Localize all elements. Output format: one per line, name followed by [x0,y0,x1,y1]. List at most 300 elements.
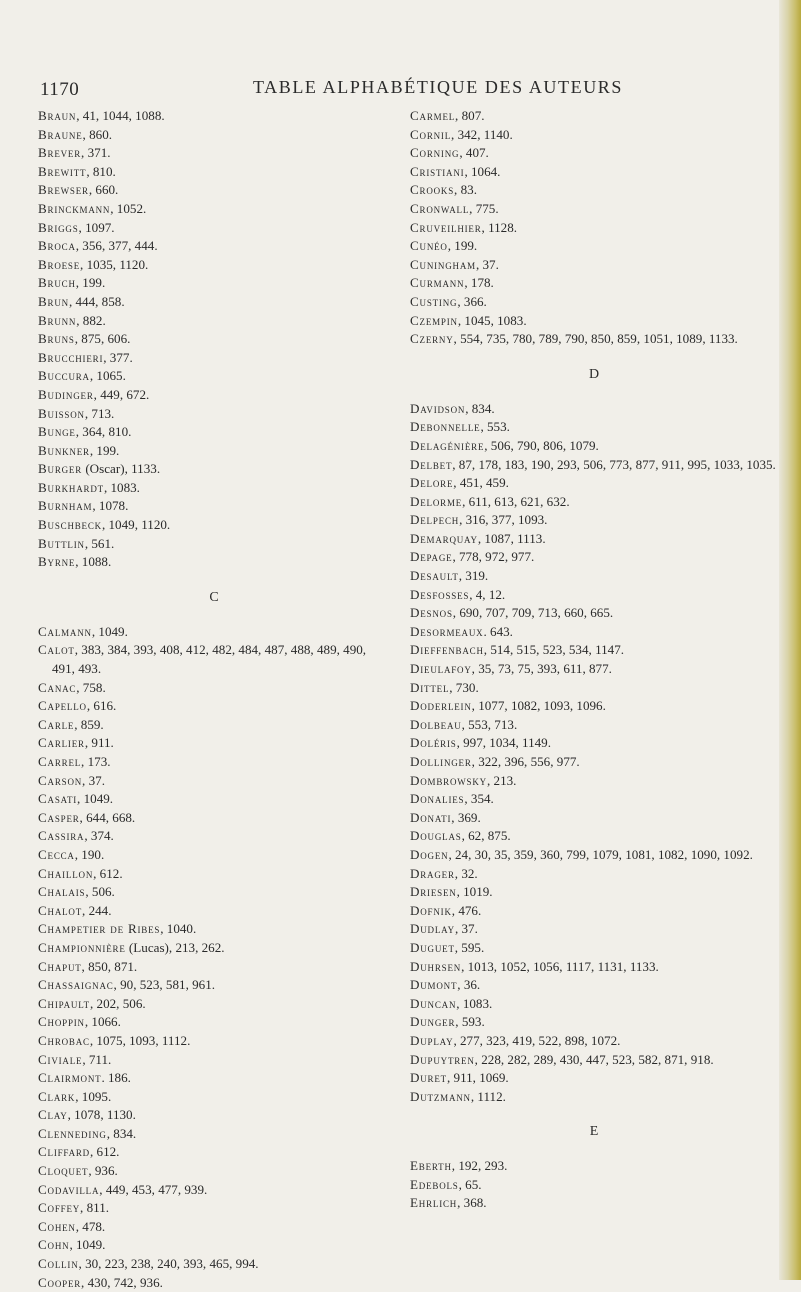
index-entry [38,1162,390,1181]
page-references: , 758. [76,679,106,695]
index-entry [410,474,778,493]
index-entry [38,1199,390,1218]
index-entry [38,623,390,642]
page-references: , 316, 377, 1093. [459,512,548,528]
index-entry [410,548,778,567]
index-entry [38,790,390,809]
page-references: , 1128. [481,219,518,235]
index-entry [38,237,390,256]
index-entry [410,865,778,884]
index-entry [410,511,778,530]
index-entry [38,1125,390,1144]
author-name: Delore [410,475,454,491]
index-entry [38,516,390,535]
page-references: , 612. [89,1144,120,1160]
index-entry [38,107,390,126]
index-entry [410,920,778,939]
page-references: , 1049. [91,623,128,639]
page-references: , 407. [459,145,489,161]
author-name: Drager [410,865,455,881]
index-entry [38,274,390,293]
page-references: , 244. [82,902,112,918]
author-name: Burnham [38,498,93,514]
author-name: Dieulafoy [410,661,472,677]
page-references: , 1088. [75,554,112,570]
author-name: Buttlin [38,535,85,551]
author-name: Ehrlich [410,1195,458,1211]
page-references: , 1083. [103,479,140,495]
index-entry [410,958,778,977]
index-entry [38,1181,390,1200]
author-name: Dupuytren [410,1051,475,1067]
author-name: Burger [38,461,83,477]
author-name: Cruveilhier [410,219,482,235]
author-name: Czempin [410,312,458,328]
index-entry [410,200,778,219]
author-name: Coffey [38,1200,81,1216]
author-name: Chipault [38,995,90,1011]
author-name: Dunger [410,1014,456,1030]
page-references: , 1097. [78,219,115,235]
index-entry [410,219,778,238]
author-name: Delpech [410,512,460,528]
author-name: Edebols [410,1176,459,1192]
index-entry [410,181,778,200]
index-entry [38,553,390,572]
page-references: , 616. [86,698,117,714]
author-name: Duplay [410,1032,454,1048]
author-name: Capello [38,698,87,714]
index-entry [38,479,390,498]
author-name: Dollinger [410,754,472,769]
page-references: , 1065. [89,368,126,384]
author-name: Brewitt [38,163,87,179]
index-entry [38,367,390,386]
page-references: , 356, 377, 444. [75,238,158,254]
author-name: Desfosses [410,586,470,602]
page-references: , 859. [74,716,104,732]
author-name: Chassaignac [38,977,114,993]
page-references: , 911. [84,735,114,751]
author-name: Dumont [410,977,458,993]
author-name: Doléris [410,735,457,751]
index-entry [410,846,778,865]
running-title: TABLE ALPHABÉTIQUE DES AUTEURS [252,77,624,97]
author-name: Carle [38,716,75,732]
index-entry [410,400,778,419]
page-references: , 506, 790, 806, 1079. [484,437,599,453]
page-references: , 611, 613, 621, 632. [462,493,570,509]
index-entry [38,902,390,921]
author-name: Briggs [38,219,79,235]
author-name: Calmann [38,623,92,639]
index-entry [38,772,390,791]
page-references: , 24, 30, 35, 359, 360, 799, 1079, 1081, 1082, 1090, 1092. [448,846,753,862]
index-entry [410,586,778,605]
page-header [38,77,768,101]
author-name: Brinckmann [38,200,111,216]
author-name: Carrel [38,754,82,769]
author-name: Curmann [410,275,465,291]
index-entry [38,181,390,200]
page-references: , 514, 515, 523, 534, 1147. [483,642,625,658]
author-name: Cohen [38,1218,76,1234]
index-entry [38,1106,390,1125]
index-entry [410,144,778,163]
index-entry [410,293,778,312]
page-references: , 810. [86,163,116,179]
author-name: Clay [38,1107,68,1123]
page-references: , 199. [447,238,478,254]
author-name: Cornil [410,126,452,142]
index-entry [410,734,778,753]
author-name: Desault [410,568,459,584]
index-entry [38,1013,390,1032]
index-entry [410,679,778,698]
page-references: , 834. [465,400,495,416]
page-references: , 190. [74,846,105,862]
page-references: . 186. [101,1070,131,1086]
section-letter: E [589,1124,599,1140]
author-name: Clenneding [38,1125,107,1141]
author-name: Clark [38,1088,76,1104]
author-name: Dittel [410,679,450,695]
index-entry [410,697,778,716]
page-references: , 553, 713. [461,716,518,732]
author-name: Carlier [38,735,85,751]
index-entry [410,790,778,809]
page-references: , 369. [451,809,481,825]
index-entry [38,1274,390,1292]
index-entry [38,1032,390,1051]
author-name: Duret [410,1070,447,1086]
page-references: , 35, 73, 75, 393, 611, 877. [471,661,612,677]
author-name: Driesen [410,884,457,900]
index-entry [38,920,390,939]
page-references: , 660. [88,182,119,198]
author-name: Cloquet [38,1163,89,1179]
page-references: , 1045, 1083. [457,312,527,328]
index-entry [38,1143,390,1162]
index-entry [38,939,390,958]
page-references: , 807. [455,108,485,123]
author-name: Dombrowsky [410,772,487,788]
author-name: Chrobac [38,1032,90,1048]
index-entry [38,349,390,368]
page-references: , 478. [75,1218,106,1234]
author-name: Davidson [410,400,466,416]
index-entry [38,1051,390,1070]
page-references: , 366. [457,293,487,309]
page-references: , 561. [84,535,115,551]
index-entry [38,976,390,995]
page-references: (Oscar), 1133. [82,461,161,477]
page-references: , 277, 323, 419, 522, 898, 1072. [453,1032,621,1048]
author-name: Delbet [410,456,453,472]
page-references: , 730. [449,679,479,695]
index-entry [410,753,778,772]
author-name: Bunge [38,424,76,440]
index-entry [38,846,390,865]
author-name: Budinger [38,386,94,402]
page-references: , 1049. [77,791,114,807]
author-name: Braun [38,108,77,123]
page-references: , 834. [106,1125,137,1141]
section-letter: C [209,589,219,605]
author-name: Corning [410,145,460,161]
index-entry [410,660,778,679]
page-references: , 371. [81,145,111,161]
index-entry [38,1069,390,1088]
index-entry [410,126,778,145]
page-references: , 65. [458,1176,482,1192]
page-references: , 644, 668. [79,809,136,825]
index-entry [410,163,778,182]
page-references: , 593. [455,1014,485,1030]
index-entry [410,1088,778,1107]
author-name: Civiale [38,1051,83,1067]
author-name: Cronwall [410,200,470,216]
author-name: Desnos [410,605,453,621]
index-entry [38,1088,390,1107]
page-references: , 319. [458,568,489,584]
page-references: , 451, 459. [453,475,509,491]
index-entry [38,423,390,442]
index-entry [38,865,390,884]
page-references: , 4, 12. [469,586,506,602]
author-name: Desormeaux [410,623,484,639]
page-references: , 30, 223, 238, 240, 393, 465, 994. [78,1256,259,1272]
index-entry [410,623,778,642]
page-references: , 199. [89,442,120,458]
page-references: , 1078. [92,498,129,514]
index-entry [410,567,778,586]
page-references: , 1035, 1120. [80,256,149,272]
index-entry [410,237,778,256]
page-references: , 62, 875. [461,828,511,844]
page-references: , 228, 282, 289, 430, 447, 523, 582, 871, 918. [474,1051,714,1067]
author-name: Chalot [38,902,83,918]
page-references: , 322, 396, 556, 977. [471,754,580,769]
index-entry [38,535,390,554]
author-name: Bruns [38,331,75,347]
author-name: Bunkner [38,442,90,458]
author-name: Brewser [38,182,89,198]
author-name: Douglas [410,828,462,844]
index-entry [38,883,390,902]
page-references: , 860. [82,126,113,142]
page-references: , 1013, 1052, 1056, 1117, 1131, 1133. [461,958,659,974]
page-references: , 37. [454,921,478,937]
page-references: , 377. [103,349,133,365]
page-references: , 1077, 1082, 1093, 1096. [471,698,606,714]
index-entry [410,995,778,1014]
index-entry [410,456,778,475]
author-name: Brun [38,293,69,309]
author-name: Brucchieri [38,349,104,365]
page-edge [779,0,801,1280]
page-references: , 83. [454,182,477,198]
author-name: Cuningham [410,256,476,272]
page-references: , 342, 1140. [451,126,513,142]
index-entry [410,716,778,735]
page-references: , 1083. [456,995,493,1011]
author-name: Clairmont [38,1070,102,1086]
page-references: , 997, 1034, 1149. [456,735,552,751]
index-entry [38,1236,390,1255]
index-entry [410,809,778,828]
page-references: , 554, 735, 780, 789, 790, 850, 859, 1051, 1089, 1133. [453,331,738,347]
page-references: , 1066. [84,1014,121,1030]
page-references: . 643. [483,623,513,639]
page-references: , 41, 1044, 1088. [76,108,165,123]
author-name: Codavilla [38,1181,100,1197]
author-name: Delagénière [410,437,485,453]
author-name: Cliffard [38,1144,90,1160]
page-references: , 875, 606. [74,331,131,347]
author-name: Brunn [38,312,77,328]
page-references: , 713. [84,405,115,421]
index-entry [410,493,778,512]
page-references: , 199. [75,275,106,291]
index-entry [410,1032,778,1051]
page-references: (Lucas), 213, 262. [125,939,225,955]
author-name: Canac [38,679,77,695]
index-entry [38,497,390,516]
index-entry [410,939,778,958]
author-name: Eberth [410,1158,452,1174]
author-name: Dofnik [410,902,452,918]
index-entry [38,753,390,772]
author-name: Carson [38,772,83,788]
author-name: Dolbeau [410,716,462,732]
index-entry [38,293,390,312]
page-references: , 850, 871. [81,958,138,974]
index-entry [410,437,778,456]
index-column-right [410,107,778,1213]
index-entry [38,460,390,479]
page-references: , 449, 453, 477, 939. [99,1181,208,1197]
page-references: , 213. [486,772,517,788]
index-entry [38,312,390,331]
page-references: , 1075, 1093, 1112. [89,1032,191,1048]
author-name: Crooks [410,182,455,198]
index-entry [410,641,778,660]
index-entry [38,1255,390,1274]
page-references: , 1087, 1113. [477,530,546,546]
index-entry [410,312,778,331]
index-entry [38,442,390,461]
index-entry [410,1176,778,1195]
section-letter: D [588,366,600,382]
index-entry [38,716,390,735]
page-references: , 374. [84,828,114,844]
page-references: , 1064. [464,163,501,179]
author-name: Depage [410,549,453,565]
author-name: Dogen [410,846,449,862]
author-name: Duhrsen [410,958,462,974]
index-entry [410,976,778,995]
index-entry [410,1157,778,1176]
page-references: , 383, 384, 393, 408, 412, 482, 484, 487, 488, 489, 490, 491, 493. [52,642,367,677]
index-entry [38,200,390,219]
index-entry [38,734,390,753]
page-references: , 936. [88,1163,118,1179]
page-references: , 36. [457,977,481,993]
index-entry [410,418,778,437]
author-name: Champetier de Ribes [38,921,161,937]
index-entry [410,107,778,126]
page-references: , 775. [469,200,499,216]
page-references: , 444, 858. [68,293,125,309]
author-name: Cecca [38,846,75,862]
index-entry [38,679,390,698]
author-name: Casper [38,809,80,825]
author-name: Donalies [410,791,465,807]
index-entry [410,604,778,623]
index-entry [410,827,778,846]
index-entry [38,330,390,349]
page-references: , 32. [454,865,478,881]
index-entry [38,405,390,424]
index-entry [410,274,778,293]
author-name: Chaillon [38,865,94,881]
index-entry [410,883,778,902]
author-name: Custing [410,293,458,309]
page-references: , 612. [93,865,123,881]
index-entry [38,386,390,405]
author-name: Chaput [38,958,82,974]
author-name: Cunéo [410,238,448,254]
page-references: , 37. [82,772,105,788]
page-references: , 811. [80,1200,110,1216]
author-name: Donati [410,809,452,825]
author-name: Brever [38,145,82,161]
author-name: Chalais [38,884,86,900]
author-name: Cristiani [410,163,465,179]
author-name: Dutzmann [410,1088,471,1104]
page-references: , 778, 972, 977. [452,549,535,565]
author-name: Byrne [38,554,76,570]
author-name: Buccura [38,368,90,384]
page-references: , 90, 523, 581, 961. [113,977,216,993]
page-references: , 595. [454,939,485,955]
index-entry [410,256,778,275]
page-references: , 173. [81,754,111,769]
index-entry [410,772,778,791]
index-entry [38,641,390,678]
index-entry [410,1069,778,1088]
author-name: Duncan [410,995,457,1011]
page-references: , 553. [480,419,510,435]
page-references: , 37. [475,256,499,272]
page-references: , 882. [76,312,106,328]
author-name: Bruch [38,275,76,291]
index-entry [410,1194,778,1213]
page-references: , 1052. [110,200,147,216]
index-entry [38,958,390,977]
author-name: Carmel [410,108,456,123]
author-name: Calot [38,642,75,658]
author-name: Burkhardt [38,479,104,495]
page-references: , 1078, 1130. [67,1107,136,1123]
author-name: Czerny [410,331,454,347]
author-name: Demarquay [410,530,478,546]
author-name: Buschbeck [38,517,102,533]
index-entry [38,809,390,828]
index-entry [410,330,778,349]
author-name: Championnière [38,939,126,955]
